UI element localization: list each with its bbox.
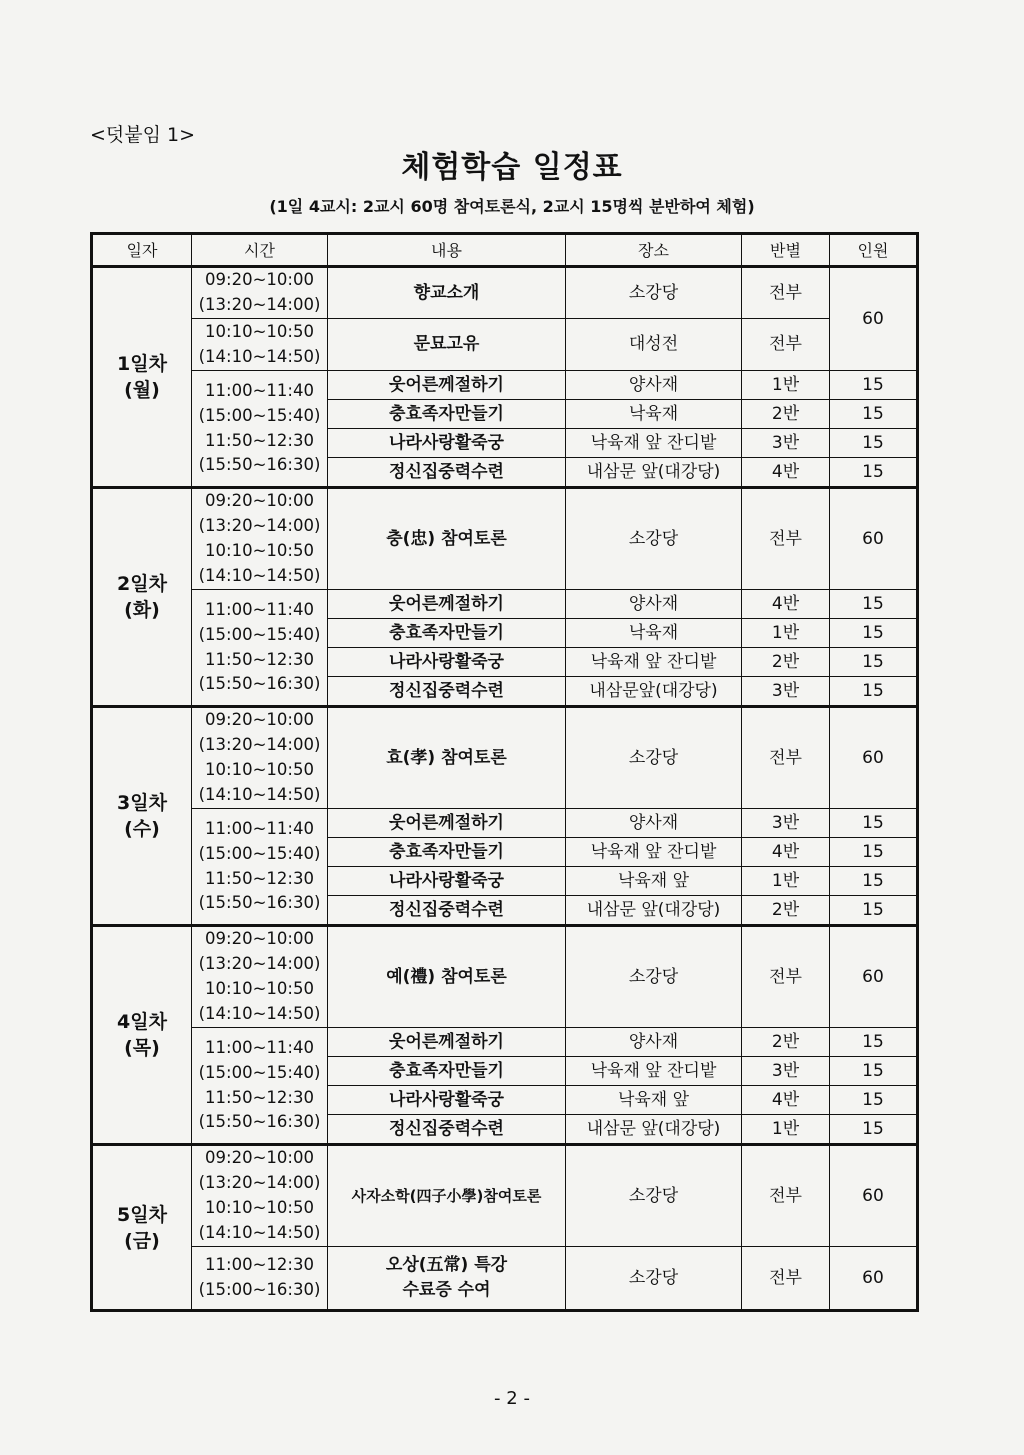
table-row [92, 371, 918, 400]
class-cell: 전부 [742, 488, 830, 590]
place-cell: 내삼문 앞(대강당) [566, 896, 742, 926]
content-cell: 예(禮) 참여토론 [328, 926, 566, 1028]
day-weekday: (월) [124, 379, 160, 401]
time-cell [192, 809, 328, 926]
time-text: (15:00~15:40) [198, 405, 321, 425]
class-cell: 2반 [742, 400, 830, 429]
count-cell: 15 [830, 590, 918, 619]
table-row [92, 267, 918, 319]
time-text: (15:00~15:40) [198, 1062, 321, 1082]
content-cell: 웃어른께절하기 [328, 809, 566, 838]
count-cell: 15 [830, 867, 918, 896]
time-text: (15:50~16:30) [198, 674, 321, 694]
time-cell [192, 926, 328, 1028]
place-cell: 양사재 [566, 809, 742, 838]
place-cell: 내삼문 앞(대강당) [566, 458, 742, 488]
page-number: - 2 - [494, 1388, 530, 1409]
class-cell: 전부 [742, 707, 830, 809]
time-text: 09:20~10:00 [205, 270, 314, 290]
content-cell: 충효족자만들기 [328, 838, 566, 867]
place-cell: 소강당 [566, 488, 742, 590]
content-text: 오상(五常) 특강 [385, 1255, 508, 1275]
day-weekday: (목) [124, 1037, 160, 1059]
class-cell: 3반 [742, 429, 830, 458]
page-title: 체험학습 일정표 [401, 150, 623, 185]
time-text: 10:10~10:50 [205, 1198, 314, 1217]
class-cell: 2반 [742, 1028, 830, 1057]
class-cell: 3반 [742, 677, 830, 707]
content-cell: 충효족자만들기 [328, 400, 566, 429]
place-cell: 소강당 [566, 1145, 742, 1247]
content-cell: 나라사랑활죽궁 [328, 1086, 566, 1115]
time-text: 11:50~12:30 [205, 430, 314, 450]
content-cell: 사자소학(四子小學)참여토론 [328, 1145, 566, 1247]
content-cell: 웃어른께절하기 [328, 590, 566, 619]
time-text: 11:50~12:30 [205, 1087, 314, 1107]
header-content: 내용 [328, 234, 566, 267]
class-cell: 1반 [742, 867, 830, 896]
table-row [92, 319, 918, 371]
content-cell: 나라사랑활죽궁 [328, 867, 566, 896]
content-cell: 정신집중력수련 [328, 458, 566, 488]
class-cell: 2반 [742, 648, 830, 677]
time-text: (13:20~14:00) [198, 954, 321, 974]
day-label: 3일차 [117, 792, 167, 814]
place-cell: 내삼문 앞(대강당) [566, 1115, 742, 1145]
count-cell: 15 [830, 429, 918, 458]
count-cell: 60 [830, 488, 918, 590]
content-cell: 정신집중력수련 [328, 677, 566, 707]
day-cell [92, 707, 192, 926]
time-cell [192, 707, 328, 809]
count-cell: 15 [830, 896, 918, 926]
day-weekday: (화) [124, 599, 160, 621]
count-cell: 15 [830, 838, 918, 867]
time-text: 11:00~11:40 [205, 380, 314, 400]
class-cell: 전부 [742, 1145, 830, 1247]
time-text: (14:10~14:50) [198, 1003, 321, 1023]
place-cell: 내삼문앞(대강당) [566, 677, 742, 707]
time-text: (14:10~14:50) [198, 346, 321, 366]
day-weekday: (금) [124, 1229, 160, 1252]
time-cell [192, 488, 328, 590]
count-cell: 15 [830, 677, 918, 707]
count-cell: 60 [830, 1145, 918, 1247]
time-text: 09:20~10:00 [205, 1148, 314, 1168]
time-cell [192, 1028, 328, 1145]
time-text: (13:20~14:00) [198, 1173, 321, 1193]
content-cell: 웃어른께절하기 [328, 1028, 566, 1057]
time-text: (15:00~16:30) [198, 1280, 321, 1299]
place-cell: 낙육재 앞 [566, 1086, 742, 1115]
content-cell: 웃어른께절하기 [328, 371, 566, 400]
time-text: 09:20~10:00 [205, 491, 314, 511]
count-cell: 15 [830, 809, 918, 838]
time-text: (15:50~16:30) [198, 455, 321, 475]
page-subtitle: (1일 4교시: 2교시 60명 참여토론식, 2교시 15명씩 분반하여 체험) [269, 197, 755, 216]
time-text: (13:20~14:00) [198, 516, 321, 536]
day-label: 5일차 [117, 1203, 167, 1226]
content-cell: 충(忠) 참여토론 [328, 488, 566, 590]
time-cell [192, 1247, 328, 1311]
class-cell: 4반 [742, 838, 830, 867]
content-text: 수료증 수여 [402, 1280, 491, 1300]
place-cell: 양사재 [566, 590, 742, 619]
time-text: (15:50~16:30) [198, 893, 321, 913]
table-header-row [92, 234, 918, 267]
day-label: 1일차 [117, 353, 167, 375]
time-text: 10:10~10:50 [205, 321, 314, 341]
table-row [92, 926, 918, 1028]
count-cell: 15 [830, 400, 918, 429]
table-row [92, 488, 918, 590]
class-cell: 전부 [742, 319, 830, 371]
day-cell [92, 1145, 192, 1311]
class-cell: 전부 [742, 926, 830, 1028]
time-text: 11:00~11:40 [205, 818, 314, 838]
table-row [92, 809, 918, 838]
count-cell: 15 [830, 1028, 918, 1057]
time-text: (15:50~16:30) [198, 1112, 321, 1132]
class-cell: 1반 [742, 371, 830, 400]
content-cell: 충효족자만들기 [328, 1057, 566, 1086]
content-cell: 문묘고유 [328, 319, 566, 371]
time-cell [192, 319, 328, 371]
place-cell: 소강당 [566, 1247, 742, 1311]
header-count: 인원 [830, 234, 918, 267]
table-row [92, 1247, 918, 1311]
time-text: 11:00~11:40 [205, 599, 314, 619]
time-text: 10:10~10:50 [205, 979, 314, 998]
header-place: 장소 [566, 234, 742, 267]
time-text: 11:50~12:30 [205, 649, 314, 669]
time-cell [192, 1145, 328, 1247]
class-cell: 전부 [742, 267, 830, 319]
place-cell: 양사재 [566, 371, 742, 400]
count-cell: 15 [830, 1115, 918, 1145]
header-day: 일자 [92, 234, 192, 267]
place-cell: 양사재 [566, 1028, 742, 1057]
count-cell: 15 [830, 648, 918, 677]
attachment-label: <덧붙임 1> [90, 124, 196, 146]
time-text: 11:00~11:40 [205, 1037, 314, 1057]
class-cell: 4반 [742, 590, 830, 619]
time-text: 11:50~12:30 [205, 868, 314, 888]
time-text: 09:20~10:00 [205, 929, 314, 949]
count-cell: 15 [830, 371, 918, 400]
time-cell [192, 267, 328, 319]
count-cell: 60 [830, 707, 918, 809]
count-cell: 15 [830, 1057, 918, 1086]
place-cell: 낙육재 앞 잔디밭 [566, 429, 742, 458]
content-cell: 정신집중력수련 [328, 896, 566, 926]
header-time: 시간 [192, 234, 328, 267]
day-cell [92, 267, 192, 488]
class-cell: 전부 [742, 1247, 830, 1311]
class-cell: 4반 [742, 1086, 830, 1115]
time-cell [192, 590, 328, 707]
time-text: (14:10~14:50) [198, 565, 321, 585]
time-cell [192, 371, 328, 488]
table-row [92, 590, 918, 619]
place-cell: 소강당 [566, 707, 742, 809]
day-label: 2일차 [117, 573, 167, 595]
time-text: 09:20~10:00 [205, 710, 314, 730]
count-cell: 15 [830, 458, 918, 488]
content-cell [328, 1247, 566, 1311]
table-row [92, 1145, 918, 1247]
day-cell [92, 926, 192, 1145]
class-cell: 4반 [742, 458, 830, 488]
place-cell: 낙육재 앞 [566, 867, 742, 896]
count-cell: 60 [830, 1247, 918, 1311]
count-cell: 60 [830, 926, 918, 1028]
count-cell: 15 [830, 619, 918, 648]
time-text: (13:20~14:00) [198, 295, 321, 314]
table-row [92, 707, 918, 809]
place-cell: 낙육재 앞 잔디밭 [566, 648, 742, 677]
place-cell: 낙육재 앞 잔디밭 [566, 838, 742, 867]
count-cell: 60 [830, 267, 918, 371]
time-text: 10:10~10:50 [205, 760, 314, 779]
count-cell: 15 [830, 1086, 918, 1115]
schedule-table [90, 232, 919, 1312]
header-class: 반별 [742, 234, 830, 267]
place-cell: 대성전 [566, 319, 742, 371]
place-cell: 낙육재 앞 잔디밭 [566, 1057, 742, 1086]
place-cell: 소강당 [566, 267, 742, 319]
time-text: (14:10~14:50) [198, 1222, 321, 1242]
class-cell: 3반 [742, 1057, 830, 1086]
time-text: (15:00~15:40) [198, 624, 321, 644]
place-cell: 낙육재 [566, 400, 742, 429]
content-cell: 정신집중력수련 [328, 1115, 566, 1145]
table-row [92, 1028, 918, 1057]
place-cell: 낙육재 [566, 619, 742, 648]
class-cell: 1반 [742, 619, 830, 648]
class-cell: 1반 [742, 1115, 830, 1145]
day-label: 4일차 [117, 1011, 167, 1033]
day-weekday: (수) [124, 818, 160, 840]
content-cell: 나라사랑활죽궁 [328, 429, 566, 458]
place-cell: 소강당 [566, 926, 742, 1028]
content-cell: 나라사랑활죽궁 [328, 648, 566, 677]
time-text: (14:10~14:50) [198, 784, 321, 804]
content-cell: 향교소개 [328, 267, 566, 319]
time-text: 10:10~10:50 [205, 541, 314, 560]
class-cell: 3반 [742, 809, 830, 838]
time-text: (13:20~14:00) [198, 735, 321, 755]
day-cell [92, 488, 192, 707]
content-cell: 충효족자만들기 [328, 619, 566, 648]
time-text: (15:00~15:40) [198, 843, 321, 863]
content-cell: 효(孝) 참여토론 [328, 707, 566, 809]
class-cell: 2반 [742, 896, 830, 926]
time-text: 11:00~12:30 [205, 1255, 314, 1275]
